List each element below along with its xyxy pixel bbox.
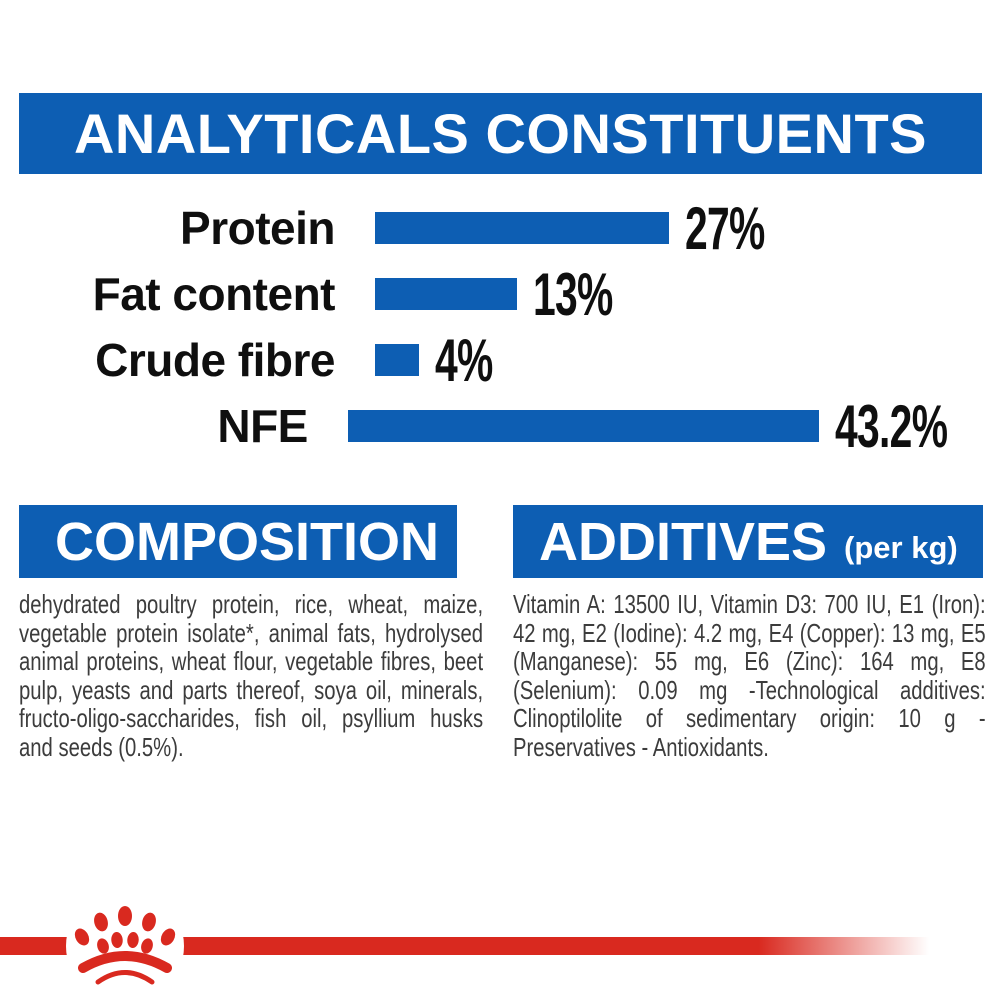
composition-body: dehydrated poultry protein, rice, wheat, maize, vegetable protein isolate*, animal fats, hydrolysed animal proteins, wheat flour, vegetable fibres, beet pulp, yeasts and parts thereof, soya oil, minerals, fructo-oligo-saccharides, fish oil, psyllium husks and seeds (0.5%). bbox=[19, 589, 484, 762]
row-label: NFE bbox=[217, 400, 308, 452]
row-value: 27% bbox=[685, 194, 765, 262]
analyticals-title: ANALYTICALS CONSTITUENTS bbox=[73, 102, 928, 165]
logo-backdrop bbox=[66, 887, 184, 1005]
row-bar bbox=[348, 410, 819, 442]
row-bar bbox=[375, 278, 517, 310]
row-value: 43.2% bbox=[834, 392, 948, 460]
composition-title: COMPOSITION bbox=[55, 511, 440, 572]
row-bar bbox=[375, 344, 419, 376]
row-value: 13% bbox=[533, 260, 613, 328]
row-bar bbox=[375, 212, 669, 244]
additives-unit-label: (per kg) bbox=[844, 529, 958, 565]
chart-row bbox=[0, 392, 1000, 460]
additives-banner bbox=[513, 505, 983, 578]
chart-row bbox=[0, 326, 1000, 394]
row-label: Crude fibre bbox=[95, 334, 335, 386]
chart-row bbox=[0, 260, 1000, 328]
row-label: Protein bbox=[180, 202, 335, 254]
composition-banner bbox=[19, 505, 457, 578]
constituents-chart bbox=[0, 194, 1000, 463]
royal-canin-crown-paw-icon bbox=[73, 901, 177, 991]
additives-title: ADDITIVES bbox=[539, 511, 828, 572]
chart-row bbox=[0, 194, 1000, 262]
additives-body: Vitamin A: 13500 IU, Vitamin D3: 700 IU, E1 (Iron): 42 mg, E2 (Iodine): 4.2 mg, E4 (Copper): 13 mg, E5 (Manganese): 55 mg, E6 (Zinc): 164 mg, E8 (Selenium): 0.09 mg -Technological additives: Clinoptilolite of sedimentary origin: 10 g - Preservatives - Antioxidants. bbox=[513, 589, 986, 762]
row-label: Fat content bbox=[92, 268, 335, 320]
row-value: 4% bbox=[435, 326, 493, 394]
analyticals-banner bbox=[19, 93, 982, 174]
